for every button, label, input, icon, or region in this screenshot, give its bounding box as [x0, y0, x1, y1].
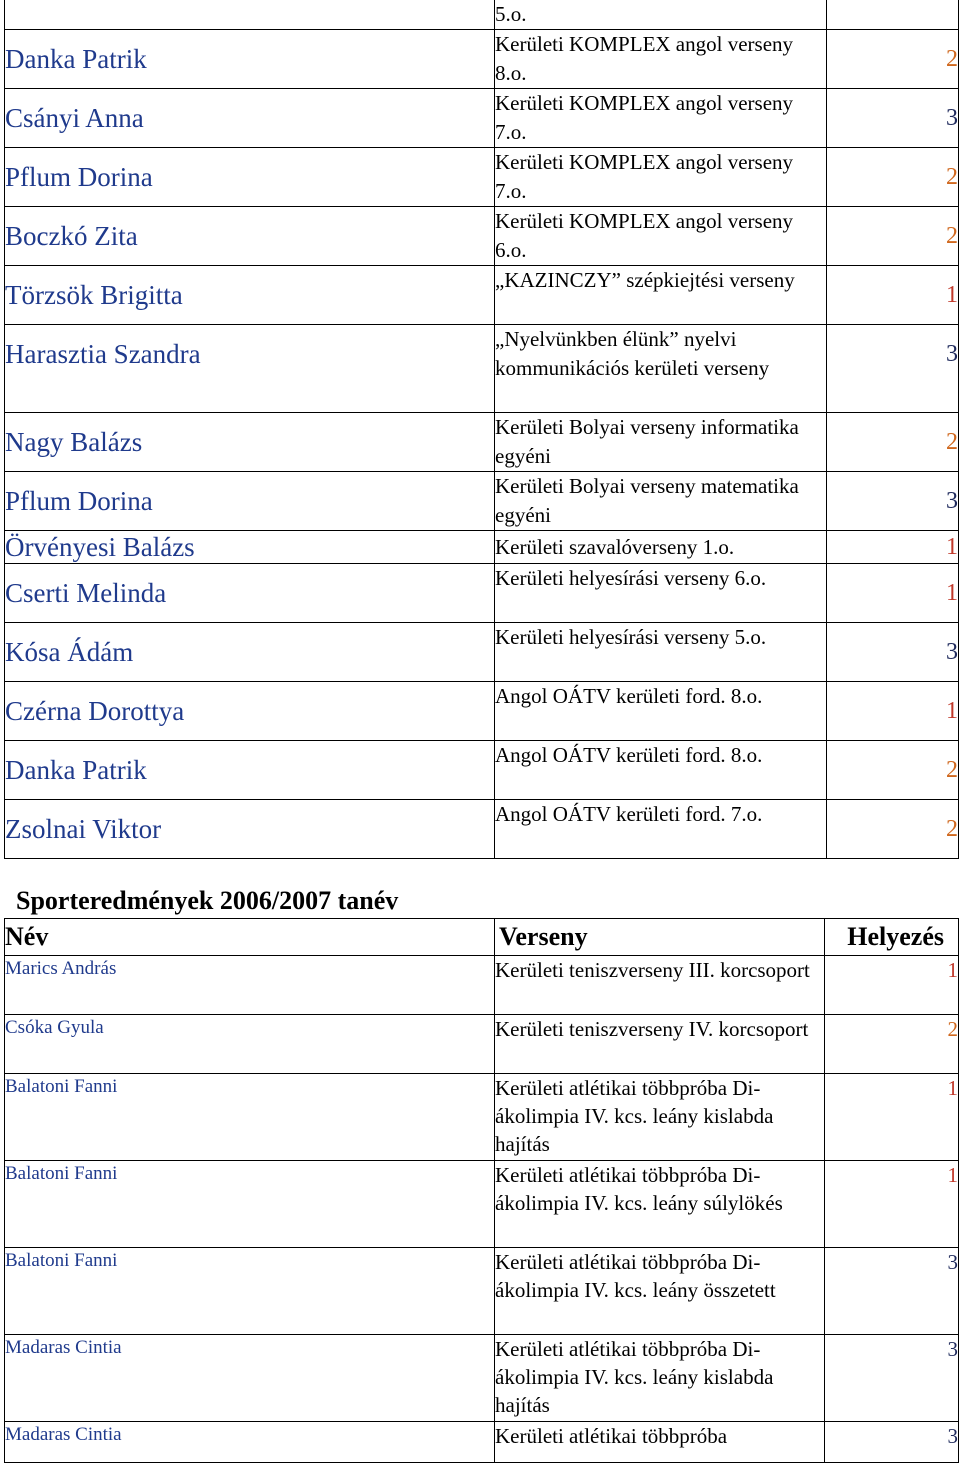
table-row — [5, 325, 959, 413]
table-row — [5, 1248, 959, 1335]
table-row — [5, 472, 959, 531]
sport-results-table — [4, 918, 959, 1463]
student-name: Zsolnai Viktor — [5, 800, 495, 859]
rank-value: 1 — [827, 266, 959, 325]
competition-name: Kerületi atlétikai többpróba — [495, 1422, 825, 1463]
table-row — [5, 89, 959, 148]
student-name: Cserti Melinda — [5, 564, 495, 623]
competition-name: Kerületi KOMPLEX angol verseny 7.o. — [495, 148, 827, 207]
student-name: Balatoni Fanni — [5, 1248, 495, 1335]
student-name: Harasztia Szandra — [5, 325, 495, 413]
student-name: Czérna Dorottya — [5, 682, 495, 741]
competition-name: Kerületi helyesírási verseny 5.o. — [495, 623, 827, 682]
table-row — [5, 956, 959, 1015]
competition-name: „Nyelvünkben élünk” nyelvi kommunikációs kerületi verseny — [495, 325, 827, 413]
name-cell — [5, 0, 495, 30]
table-row — [5, 531, 959, 564]
rank-value: 2 — [827, 800, 959, 859]
results-table — [4, 0, 959, 859]
competition-name: Kerületi KOMPLEX angol verseny 6.o. — [495, 207, 827, 266]
competition-name: Kerületi atlétikai többpróba Di-ákolimpia IV. kcs. leány összetett — [495, 1248, 825, 1335]
competition-name: Kerületi KOMPLEX angol verseny 7.o. — [495, 89, 827, 148]
table-row — [5, 148, 959, 207]
competition-name: Angol OÁTV kerületi ford. 8.o. — [495, 741, 827, 800]
student-name: Törzsök Brigitta — [5, 266, 495, 325]
rank-value: 3 — [825, 1248, 959, 1335]
rank-cell — [827, 0, 959, 30]
student-name: Marics András — [5, 956, 495, 1015]
competition-name: Kerületi Bolyai verseny informatika egyéni — [495, 413, 827, 472]
competition-name: Kerületi atlétikai többpróba Di-ákolimpia IV. kcs. leány kislabda hajítás — [495, 1074, 825, 1161]
rank-value: 2 — [827, 413, 959, 472]
student-name: Madaras Cintia — [5, 1422, 495, 1463]
student-name: Kósa Ádám — [5, 623, 495, 682]
student-name: Pflum Dorina — [5, 148, 495, 207]
competition-name: Kerületi teniszverseny III. korcsoport — [495, 956, 825, 1015]
rank-value: 1 — [825, 956, 959, 1015]
student-name: Pflum Dorina — [5, 472, 495, 531]
rank-value: 3 — [827, 623, 959, 682]
rank-value: 3 — [827, 325, 959, 413]
header-name: Név — [5, 919, 495, 956]
table-row — [5, 564, 959, 623]
table-row — [5, 800, 959, 859]
rank-value: 1 — [827, 531, 959, 564]
table-row — [5, 207, 959, 266]
rank-value: 3 — [825, 1422, 959, 1463]
rank-value: 1 — [825, 1074, 959, 1161]
student-name: Csóka Gyula — [5, 1015, 495, 1074]
competition-name: Angol OÁTV kerületi ford. 7.o. — [495, 800, 827, 859]
rank-value: 3 — [827, 472, 959, 531]
table-row — [5, 682, 959, 741]
table-row — [5, 623, 959, 682]
competition-name: „KAZINCZY” szépkiejtési verseny — [495, 266, 827, 325]
rank-value: 2 — [827, 741, 959, 800]
student-name: Nagy Balázs — [5, 413, 495, 472]
competition-name: Kerületi atlétikai többpróba Di-ákolimpia IV. kcs. leány kislabda hajítás — [495, 1335, 825, 1422]
header-competition: Verseny — [495, 919, 825, 956]
header-row — [5, 919, 959, 956]
table-row — [5, 741, 959, 800]
rank-value: 2 — [827, 30, 959, 89]
student-name: Balatoni Fanni — [5, 1161, 495, 1248]
table-row — [5, 1015, 959, 1074]
section-title: Sporteredmények 2006/2007 tanév — [16, 886, 399, 915]
rank-value: 2 — [825, 1015, 959, 1074]
competition-name: Kerületi Bolyai verseny matematika egyéni — [495, 472, 827, 531]
competition-cell: 5.o. — [495, 0, 827, 30]
table-row — [5, 1161, 959, 1248]
table-row — [5, 1422, 959, 1463]
header-rank: Helyezés — [825, 919, 959, 956]
table-row — [5, 413, 959, 472]
student-name: Danka Patrik — [5, 741, 495, 800]
table-row — [5, 0, 959, 30]
student-name: Csányi Anna — [5, 89, 495, 148]
student-name: Madaras Cintia — [5, 1335, 495, 1422]
rank-value: 3 — [827, 89, 959, 148]
competition-name: Kerületi helyesírási verseny 6.o. — [495, 564, 827, 623]
competition-name: Kerületi atlétikai többpróba Di-ákolimpia IV. kcs. leány súlylökés — [495, 1161, 825, 1248]
student-name: Örvényesi Balázs — [5, 531, 495, 564]
competition-name: Kerületi KOMPLEX angol verseny 8.o. — [495, 30, 827, 89]
rank-value: 1 — [825, 1161, 959, 1248]
table-row — [5, 30, 959, 89]
rank-value: 2 — [827, 207, 959, 266]
competition-name: Angol OÁTV kerületi ford. 8.o. — [495, 682, 827, 741]
student-name: Danka Patrik — [5, 30, 495, 89]
competition-name: Kerületi szavalóverseny 1.o. — [495, 531, 827, 564]
rank-value: 2 — [827, 148, 959, 207]
table-row — [5, 266, 959, 325]
table-row — [5, 1074, 959, 1161]
rank-value: 3 — [825, 1335, 959, 1422]
competition-name: Kerületi teniszverseny IV. korcsoport — [495, 1015, 825, 1074]
rank-value: 1 — [827, 682, 959, 741]
table-row — [5, 1335, 959, 1422]
student-name: Boczkó Zita — [5, 207, 495, 266]
rank-value: 1 — [827, 564, 959, 623]
student-name: Balatoni Fanni — [5, 1074, 495, 1161]
